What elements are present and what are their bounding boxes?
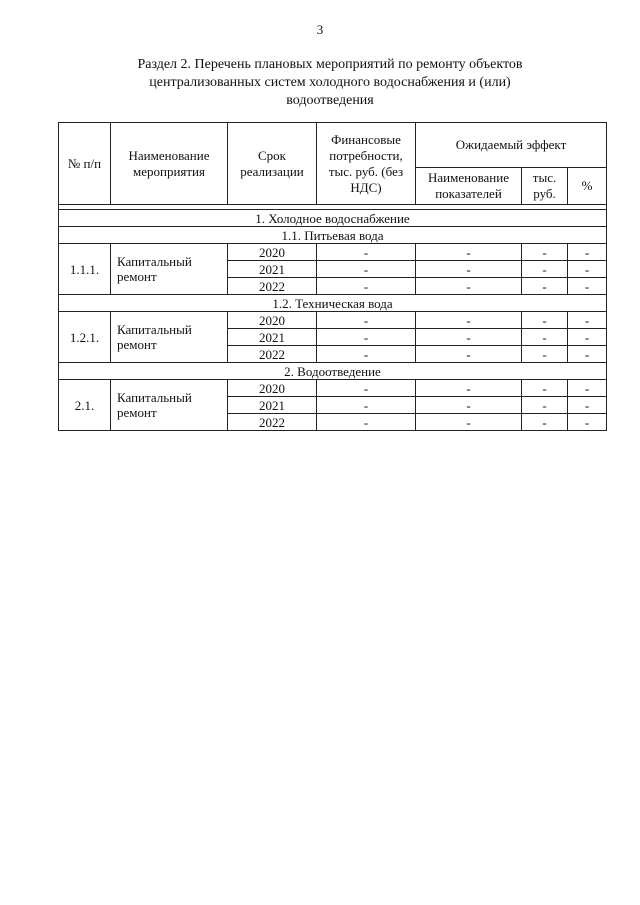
rub-cell: -: [522, 278, 568, 295]
pct-cell: -: [568, 380, 607, 397]
pct-cell: -: [568, 312, 607, 329]
year-cell: 2022: [228, 278, 317, 295]
header-thousand-rub: тыс. руб.: [522, 168, 568, 205]
indicator-cell: -: [416, 346, 522, 363]
item-number: 2.1.: [59, 380, 111, 431]
item-number: 1.2.1.: [59, 312, 111, 363]
section-cold-water: 1. Холодное водоснабжение: [59, 210, 607, 227]
indicator-cell: -: [416, 397, 522, 414]
year-cell: 2022: [228, 346, 317, 363]
indicator-cell: -: [416, 278, 522, 295]
year-cell: 2021: [228, 261, 317, 278]
year-cell: 2022: [228, 414, 317, 431]
finance-cell: -: [317, 397, 416, 414]
section-row: [59, 210, 607, 227]
header-row-1: [59, 123, 607, 168]
year-cell: 2020: [228, 244, 317, 261]
item-number: 1.1.1.: [59, 244, 111, 295]
header-finance: Финансовые потребности, тыс. руб. (без НДС): [317, 123, 416, 205]
finance-cell: -: [317, 346, 416, 363]
pct-cell: -: [568, 397, 607, 414]
indicator-cell: -: [416, 380, 522, 397]
year-cell: 2021: [228, 397, 317, 414]
header-name: Наименование мероприятия: [111, 123, 228, 205]
header-effect: Ожидаемый эффект: [416, 123, 607, 168]
section-wastewater: 2. Водоотведение: [59, 363, 607, 380]
item-name: Капитальный ремонт: [111, 380, 228, 431]
rub-cell: -: [522, 397, 568, 414]
rub-cell: -: [522, 312, 568, 329]
indicator-cell: -: [416, 329, 522, 346]
pct-cell: -: [568, 329, 607, 346]
finance-cell: -: [317, 244, 416, 261]
year-cell: 2021: [228, 329, 317, 346]
indicator-cell: -: [416, 244, 522, 261]
indicator-cell: -: [416, 414, 522, 431]
rub-cell: -: [522, 346, 568, 363]
header-num: № п/п: [59, 123, 111, 205]
section-drinking-water: 1.1. Питьевая вода: [59, 227, 607, 244]
rub-cell: -: [522, 261, 568, 278]
item-name: Капитальный ремонт: [111, 244, 228, 295]
pct-cell: -: [568, 278, 607, 295]
section-row: [59, 227, 607, 244]
plan-table: [58, 122, 607, 431]
table-row: [59, 380, 607, 397]
pct-cell: -: [568, 414, 607, 431]
pct-cell: -: [568, 346, 607, 363]
header-percent: %: [568, 168, 607, 205]
section-row: [59, 363, 607, 380]
indicator-cell: -: [416, 261, 522, 278]
rub-cell: -: [522, 244, 568, 261]
rub-cell: -: [522, 329, 568, 346]
header-indicators: Наименование показателей: [416, 168, 522, 205]
table-row: [59, 312, 607, 329]
header-period: Срок реализации: [228, 123, 317, 205]
finance-cell: -: [317, 261, 416, 278]
finance-cell: -: [317, 312, 416, 329]
finance-cell: -: [317, 278, 416, 295]
rub-cell: -: [522, 380, 568, 397]
pct-cell: -: [568, 261, 607, 278]
indicator-cell: -: [416, 312, 522, 329]
page-number: 3: [316, 22, 324, 37]
finance-cell: -: [317, 329, 416, 346]
pct-cell: -: [568, 244, 607, 261]
rub-cell: -: [522, 414, 568, 431]
section-row: [59, 295, 607, 312]
year-cell: 2020: [228, 312, 317, 329]
year-cell: 2020: [228, 380, 317, 397]
table-row: [59, 244, 607, 261]
finance-cell: -: [317, 380, 416, 397]
section-title: Раздел 2. Перечень плановых мероприятий по ремонту объектов централизованных систем холодного водоснабжения и (или) водоотведения: [137, 57, 523, 108]
section-technical-water: 1.2. Техническая вода: [59, 295, 607, 312]
finance-cell: -: [317, 414, 416, 431]
item-name: Капитальный ремонт: [111, 312, 228, 363]
